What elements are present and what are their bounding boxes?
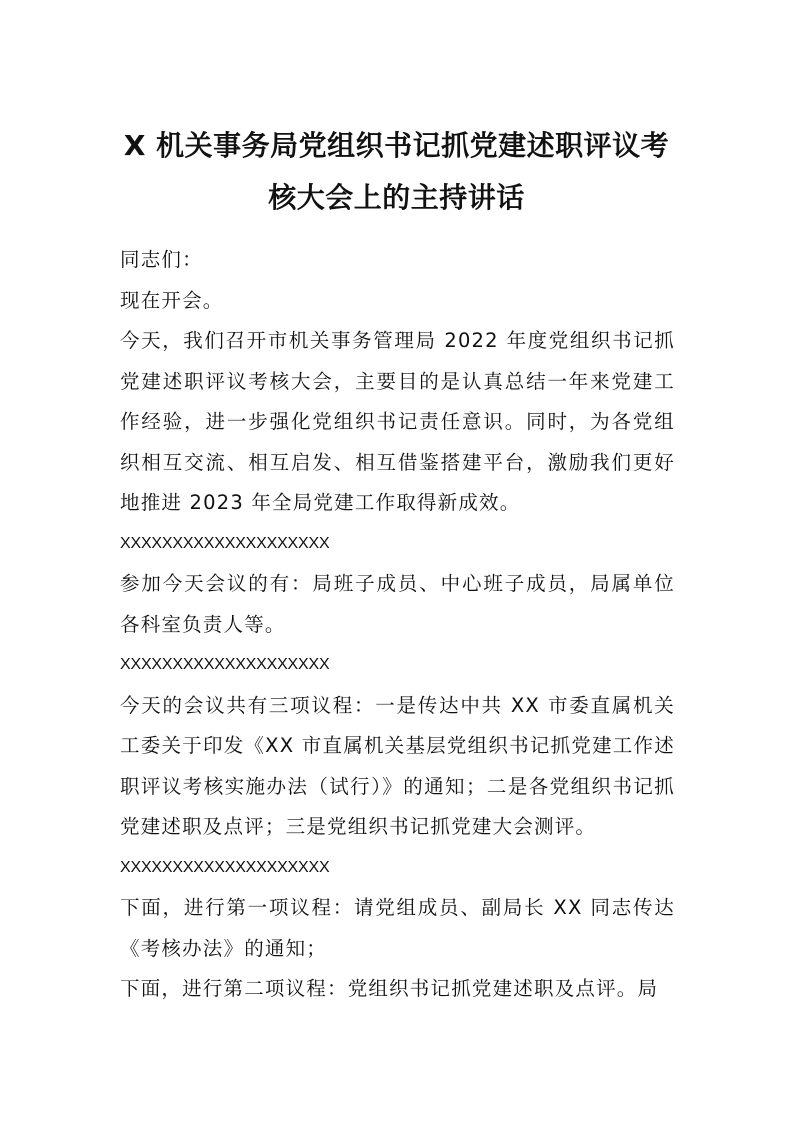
title-line-1: X 机关事务局党组织书记抓党建述职评议考 xyxy=(123,129,670,162)
second-item-paragraph: 下面，进行第二项议程：党组织书记抓党建述职及点评。局 xyxy=(120,977,659,1000)
opening-paragraph: 现在开会。 xyxy=(120,288,224,312)
document-title xyxy=(100,120,693,224)
purpose-paragraph: 今天，我们召开市机关事务管理局 2022 年度党组织书记抓党建述职评议考核大会，主要目的是认真总结一年来党建工作经验，进一步强化党组织书记责任意识。同时，为各党组织相互交流、相互启发、相互借鉴搭建平台，激励我们更好地推进 2023 年全局党建工作取得新成效。 xyxy=(120,329,675,514)
attendees-paragraph: 参加今天会议的有：局班子成员、中心班子成员，局属单位各科室负责人等。 xyxy=(120,572,675,636)
greeting-paragraph: 同志们： xyxy=(120,248,203,271)
title-line-2: 核大会上的主持讲话 xyxy=(268,181,525,214)
document-body xyxy=(120,240,675,1010)
first-item-paragraph: 下面，进行第一项议程：请党组成员、副局长 XX 同志传达《考核办法》的通知； xyxy=(120,896,675,960)
placeholder-line: XXXXXXXXXXXXXXXXXXXX xyxy=(120,656,330,673)
agenda-paragraph: 今天的会议共有三项议程：一是传达中共 XX 市委直属机关工委关于印发《XX 市直属机关基层党组织书记抓党建工作述职评议考核实施办法（试行）》的通知；二是各党组织书记抓党建述职及点评；三是党组织书记抓党建大会测评。 xyxy=(120,693,675,838)
placeholder-line: XXXXXXXXXXXXXXXXXXXX xyxy=(120,858,330,876)
placeholder-line: XXXXXXXXXXXXXXXXXXXX xyxy=(120,534,330,552)
